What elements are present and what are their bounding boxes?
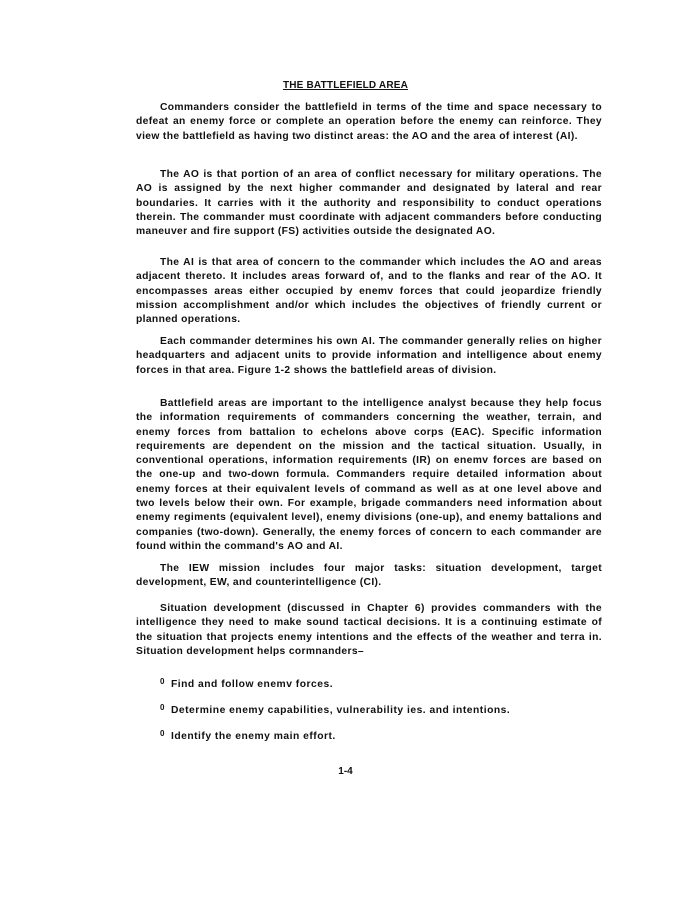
paragraph-text: The AO is that portion of an area of conflict necessary for military operations. The AO is assigned by the next higher commander and designated by lateral and rear boundaries. It carries with it the authority and responsibility to conduct operations therein. The commander must coordinate with adjacent commanders before conducting maneuver and fire support (FS) activities outside the designated AO. [136,169,602,238]
paragraph-4 [136,335,602,378]
paragraph-7 [136,602,602,659]
paragraph-text: The IEW mission includes four major tasks: situation development, target development, EW, and counterintelligence (CI). [136,563,602,589]
bullet-item [160,703,510,716]
paragraph-text: Battlefield areas are important to the intelligence analyst because they help focus the information requirements of commanders concerning the weather, terrain, and enemy forces from battalion to echelons above corps (EAC). Specific information requirements are dependent on the mission and the tactical situation. Usually, in conventional operations, information requirements (IR) on enemv forces are based on the one-up and two-down formula. Commanders require detailed information about enemy forces at their equivalent levels of command as well as at one level above and two levels below their own. For example, brigade commanders need information about enemy regiments (equivalent level), enemy divisions (one-up), and enemy battalions and companies (two-down). Generally, the enemy forces of concern to each commander are found within the command's AO and AI. [136,398,602,552]
bullet-marker: 0 [160,703,165,712]
bullet-text: Identify the enemy main effort. [170,731,336,742]
paragraph-5 [136,397,602,554]
paragraph-1 [136,101,602,144]
bullet-item [160,729,336,742]
page-title: THE BATTLEFIELD AREA [282,80,409,91]
paragraph-6 [136,562,602,591]
paragraph-2 [136,168,602,239]
paragraph-text: Situation development (discussed in Chapter 6) provides commanders with the intelligence they need to make sound tactical decisions. It is a continuing estimate of the situation that projects enemy intentions and the effects of the weather and terra in. Situation development helps cormnanders– [136,603,602,657]
paragraph-text: The AI is that area of concern to the commander which includes the AO and areas adjacent thereto. It includes areas forward of, and to the flanks and rear of the AO. It encompasses areas either occupied by enemv forces that could jeopardize friendly mission accomplishment and/or which includes the objectives of friendly current or planned operations. [136,257,602,326]
bullet-marker: 0 [160,677,165,686]
paragraph-text: Commanders consider the battlefield in terms of the time and space necessary to defeat an enemy force or complete an operation before the enemy can reinforce. They view the battlefield as having two distinct areas: the AO and the area of interest (AI). [136,102,602,142]
bullet-text: Determine enemy capabilities, vulnerability ies. and intentions. [170,705,511,716]
paragraph-text: Each commander determines his own AI. The commander generally relies on higher headquarters and adjacent units to provide information and intelligence about enemy forces in that area. Figure 1-2 shows the battlefield areas of division. [136,336,602,376]
bullet-marker: 0 [160,729,165,738]
page-number: 1-4 [338,766,353,777]
paragraph-3 [136,256,602,327]
bullet-item [160,677,333,690]
bullet-text: Find and follow enemv forces. [170,679,334,690]
